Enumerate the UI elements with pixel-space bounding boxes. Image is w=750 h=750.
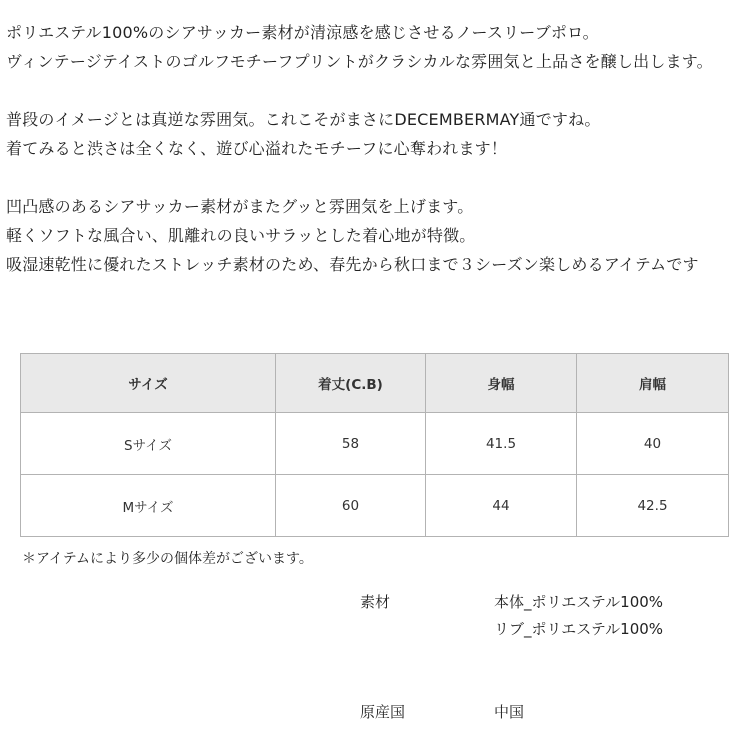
cell-length: 58: [276, 413, 426, 475]
description-line: 吸湿速乾性に優れたストレッチ素材のため、春先から秋口まで３シーズン楽しめるアイテムです: [6, 255, 699, 274]
origin-value: 中国: [494, 703, 525, 721]
cell-length: 60: [276, 475, 426, 537]
header-length: 着丈(C.B): [276, 354, 426, 413]
size-table: [20, 353, 729, 537]
description-line: 普段のイメージとは真逆な雰囲気。これこそがまさにDECEMBERMAY通ですね。: [6, 110, 601, 129]
material-value-body: 本体_ポリエステル100%: [494, 593, 664, 611]
description-paragraph: [6, 18, 746, 76]
description-line: 凹凸感のあるシアサッカー素材がまたグッと雰囲気を上げます。: [6, 197, 474, 216]
description-line: ヴィンテージテイストのゴルフモチーフプリントがクラシカルな雰囲気と上品さを醸し出します。: [6, 52, 713, 71]
table-row: [21, 475, 729, 537]
table-row: [21, 413, 729, 475]
description-line: 軽くソフトな風合い、肌離れの良いサラッとした着心地が特徴。: [6, 226, 476, 245]
origin-label: 原産国: [360, 703, 406, 721]
description-paragraph: [6, 105, 746, 163]
description-paragraph: [6, 192, 746, 279]
material-label: 素材: [360, 593, 391, 611]
cell-shoulder-width: 40: [577, 413, 729, 475]
product-description: [6, 18, 746, 279]
header-body-width: 身幅: [426, 354, 577, 413]
cell-size: Sサイズ: [21, 413, 276, 475]
header-size: サイズ: [21, 354, 276, 413]
cell-body-width: 44: [426, 475, 577, 537]
material-value-rib: リブ_ポリエステル100%: [494, 620, 664, 638]
cell-body-width: 41.5: [426, 413, 577, 475]
header-shoulder-width: 肩幅: [577, 354, 729, 413]
individual-difference-note: ＊アイテムにより多少の個体差がございます。: [22, 551, 313, 567]
cell-size: Mサイズ: [21, 475, 276, 537]
table-header-row: [21, 354, 729, 413]
description-line: ポリエステル100%のシアサッカー素材が清涼感を感じさせるノースリーブポロ。: [6, 23, 599, 42]
cell-shoulder-width: 42.5: [577, 475, 729, 537]
description-line: 着てみると渋さは全くなく、遊び心溢れたモチーフに心奪われます！: [6, 139, 508, 158]
